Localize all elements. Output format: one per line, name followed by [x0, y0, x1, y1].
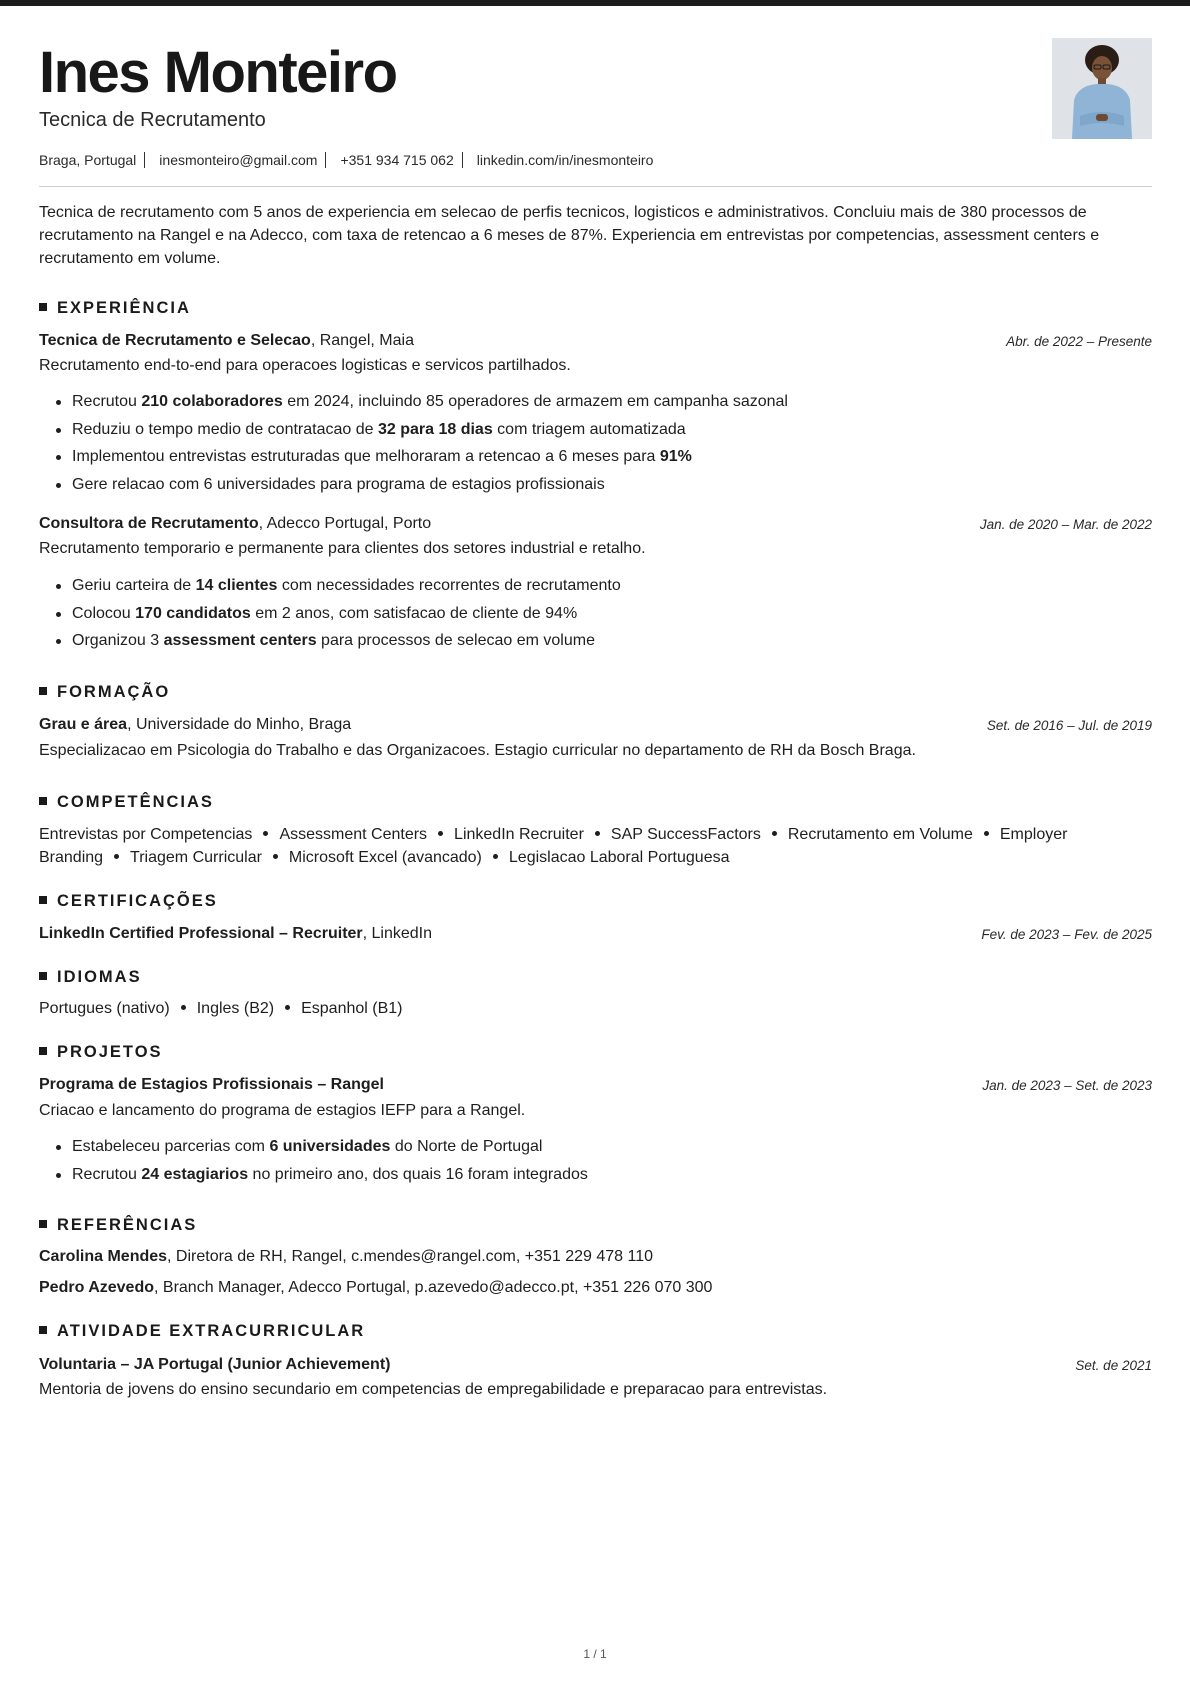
project-entry-header: [39, 1075, 1152, 1095]
project-description: Criacao e lancamento do programa de estagios IEFP para a Rangel.: [39, 1102, 526, 1119]
skill-item: Microsoft Excel (avancado): [288, 849, 482, 866]
project-achievements: [39, 1135, 588, 1190]
project-dates: Jan. de 2023 – Set. de 2023: [982, 1078, 1152, 1093]
languages-list: [39, 999, 1152, 1019]
section-heading-projects: PROJETOS: [39, 1042, 163, 1062]
contact-divider: [325, 152, 326, 168]
skill-item: LinkedIn Recruiter: [454, 826, 584, 843]
section-heading-education: FORMAÇÃO: [39, 682, 170, 702]
certification-issuer: , LinkedIn: [362, 925, 433, 942]
job-description: Recrutamento temporario e permanente para clientes dos setores industrial e retalho.: [39, 540, 646, 557]
list-item: Estabeleceu parcerias com 6 universidades do Norte de Portugal: [39, 1135, 588, 1163]
candidate-title: Tecnica de Recrutamento: [39, 109, 266, 131]
bullet-separator: [772, 831, 777, 836]
language-item: Espanhol (B1): [301, 1000, 403, 1017]
contact-linkedin[interactable]: linkedin.com/in/inesmonteiro: [476, 152, 654, 168]
page-number: 1 / 1: [583, 1647, 607, 1661]
section-heading-skills: COMPETÊNCIAS: [39, 792, 214, 812]
heading-square-icon: [39, 1326, 47, 1334]
section-heading-languages: IDIOMAS: [39, 967, 142, 987]
skill-item: SAP SuccessFactors: [610, 826, 761, 843]
list-item: Gere relacao com 6 universidades para programa de estagios profissionais: [39, 473, 788, 501]
list-item: Reduziu o tempo medio de contratacao de 32 para 18 dias com triagem automatizada: [39, 418, 788, 446]
language-item: Portugues (nativo): [39, 1000, 170, 1017]
bullet-separator: [273, 854, 278, 859]
heading-square-icon: [39, 303, 47, 311]
job-title: Tecnica de Recrutamento e Selecao: [39, 332, 311, 349]
list-item: Implementou entrevistas estruturadas que melhoraram a retencao a 6 meses para 91%: [39, 445, 788, 473]
reference-details: , Diretora de RH, Rangel, c.mendes@rangel.com, +351 229 478 110: [167, 1248, 654, 1265]
list-item: Recrutou 210 colaboradores em 2024, incluindo 85 operadores de armazem em campanha sazonal: [39, 390, 788, 418]
job-achievements: [39, 390, 788, 500]
project-name: Programa de Estagios Profissionais – Rangel: [39, 1076, 384, 1093]
school: , Universidade do Minho, Braga: [127, 716, 352, 733]
degree: Grau e área: [39, 716, 128, 733]
profile-summary: Tecnica de recrutamento com 5 anos de experiencia em selecao de perfis tecnicos, logisticos e administrativos. Concluiu mais de 380 processos de recrutamento na Rangel e na Adecco, com taxa de retencao a 6 meses de 87%. Experiencia em entrevistas por competencias, assessment centers e recrutamento em volume.: [39, 204, 1100, 267]
heading-square-icon: [39, 896, 47, 904]
job-achievements: [39, 574, 621, 657]
contact-email[interactable]: inesmonteiro@gmail.com: [159, 152, 318, 168]
certification-entry: [39, 924, 1152, 944]
skills-list: [39, 823, 1119, 869]
activity-description: Mentoria de jovens do ensino secundario em competencias de empregabilidade e preparacao para entrevistas.: [39, 1381, 828, 1398]
skill-item: Triagem Curricular: [130, 849, 262, 866]
heading-square-icon: [39, 1047, 47, 1055]
education-description: Especializacao em Psicologia do Trabalho e das Organizacoes. Estagio curricular no departamento de RH da Bosch Braga.: [39, 742, 916, 759]
bullet-separator: [595, 831, 600, 836]
section-heading-experience: EXPERIÊNCIA: [39, 298, 191, 318]
section-heading-extracurricular: ATIVIDADE EXTRACURRICULAR: [39, 1321, 365, 1341]
section-heading-certifications: CERTIFICAÇÕES: [39, 891, 218, 911]
top-accent-bar: [0, 0, 1190, 6]
job-title: Consultora de Recrutamento: [39, 515, 259, 532]
job-description: Recrutamento end-to-end para operacoes logisticas e servicos partilhados.: [39, 357, 571, 374]
contact-phone[interactable]: +351 934 715 062: [340, 152, 454, 168]
job-dates: Abr. de 2022 – Presente: [1006, 334, 1152, 349]
profile-photo: [1052, 38, 1152, 139]
skill-item: Legislacao Laboral Portuguesa: [508, 849, 730, 866]
contact-location: Braga, Portugal: [39, 152, 137, 168]
skill-item: Assessment Centers: [279, 826, 428, 843]
reference-entry: [39, 1247, 1152, 1267]
heading-square-icon: [39, 797, 47, 805]
job-dates: Jan. de 2020 – Mar. de 2022: [979, 517, 1152, 532]
bullet-separator: [114, 854, 119, 859]
contact-divider: [144, 152, 145, 168]
header-divider: [39, 186, 1152, 187]
education-dates: Set. de 2016 – Jul. de 2019: [986, 718, 1152, 733]
bullet-separator: [984, 831, 989, 836]
list-item: Recrutou 24 estagiarios no primeiro ano, dos quais 16 foram integrados: [39, 1163, 588, 1191]
reference-details: , Branch Manager, Adecco Portugal, p.azevedo@adecco.pt, +351 226 070 300: [154, 1279, 713, 1296]
contact-divider: [462, 152, 463, 168]
reference-name: Pedro Azevedo: [39, 1279, 154, 1296]
heading-square-icon: [39, 972, 47, 980]
education-entry-header: [39, 715, 1152, 735]
skill-item: Employer Branding: [39, 826, 1068, 866]
contact-line: [39, 150, 653, 170]
activity-name: Voluntaria – JA Portugal (Junior Achievement): [39, 1356, 391, 1373]
skill-item: Entrevistas por Competencias: [39, 826, 253, 843]
language-item: Ingles (B2): [196, 1000, 275, 1017]
section-heading-references: REFERÊNCIAS: [39, 1215, 197, 1235]
certification-dates: Fev. de 2023 – Fev. de 2025: [981, 927, 1152, 942]
bullet-separator: [493, 854, 498, 859]
bullet-separator: [438, 831, 443, 836]
candidate-name: Ines Monteiro: [39, 40, 397, 105]
reference-entry: [39, 1278, 1152, 1298]
bullet-separator: [181, 1005, 186, 1010]
skill-item: Recrutamento em Volume: [787, 826, 973, 843]
bullet-separator: [285, 1005, 290, 1010]
list-item: Geriu carteira de 14 clientes com necessidades recorrentes de recrutamento: [39, 574, 621, 602]
bullet-separator: [263, 831, 268, 836]
reference-name: Carolina Mendes: [39, 1248, 168, 1265]
activity-dates: Set. de 2021: [1075, 1358, 1152, 1373]
extracurricular-entry-header: [39, 1355, 1152, 1375]
certification-name: LinkedIn Certified Professional – Recruiter: [39, 925, 363, 942]
heading-square-icon: [39, 1220, 47, 1228]
experience-entry-1-header: [39, 331, 1152, 351]
list-item: Colocou 170 candidatos em 2 anos, com satisfacao de cliente de 94%: [39, 602, 621, 630]
job-employer: , Adecco Portugal, Porto: [258, 515, 432, 532]
job-employer: , Rangel, Maia: [310, 332, 414, 349]
heading-square-icon: [39, 687, 47, 695]
experience-entry-2-header: [39, 514, 1152, 534]
list-item: Organizou 3 assessment centers para processos de selecao em volume: [39, 629, 621, 657]
